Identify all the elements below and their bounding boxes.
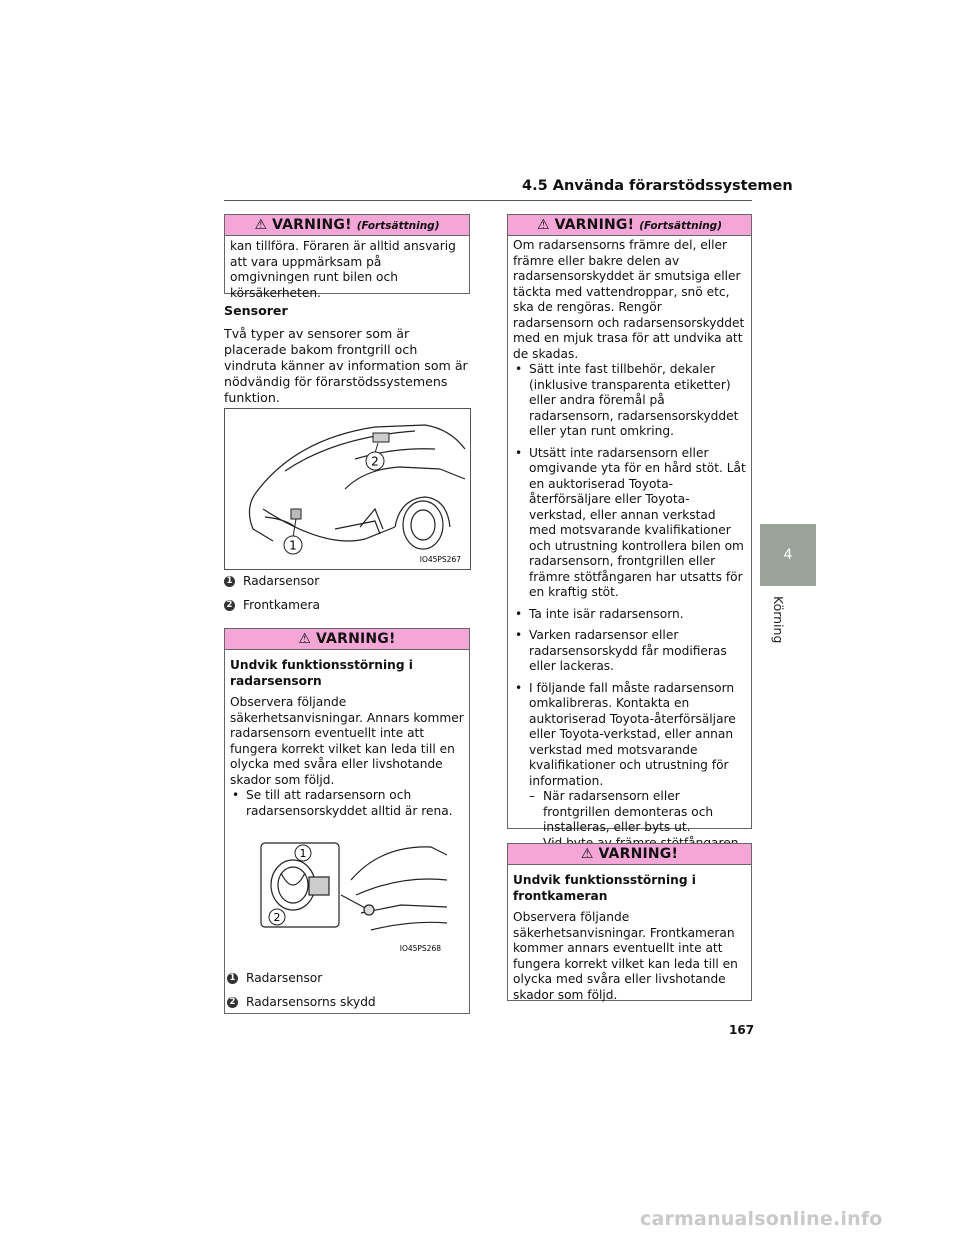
- bullet-text: Se till att radarsensorn och radarsensorskyddet alltid är rena.: [246, 788, 453, 818]
- warning-triangle-icon: ⚠: [298, 631, 311, 647]
- warning-continued-box-right: [507, 214, 752, 834]
- warning-intro: Om radarsensorns främre del, eller främre eller bakre delen av radarsensorskyddet är smutsiga eller täckta med vattendroppar, snö etc, ska de rengöras. Rengör radarsensorn och radarsensorskyddet med en mjuk trasa för att undvika att de skadas.: [513, 238, 745, 361]
- label-text: Radarsensor: [243, 574, 320, 588]
- sensors-text: Två typer av sensorer som är placerade bakom frontgrill och vindruta känner av information som är nödvändig för förarstödssystemens funktion.: [224, 326, 468, 405]
- warning-title: VARNING!: [598, 846, 679, 862]
- figure2-label-1: [227, 971, 322, 985]
- figure1-label-1: [224, 574, 319, 588]
- warning-title: VARNING!: [315, 631, 396, 647]
- bullet-text: Ta inte isär radarsensorn.: [529, 606, 684, 621]
- figure1-callout-1: 1: [289, 538, 297, 553]
- warning-radar-box: [224, 628, 470, 1014]
- page-header-title: 4.5 Använda förarstödssystemen: [522, 178, 793, 194]
- number-badge: 2: [224, 600, 235, 611]
- sensors-heading: Sensorer: [224, 303, 288, 318]
- warning-header: [225, 215, 469, 236]
- warning-header: [225, 629, 469, 650]
- warning-heading: Undvik funktionsstörning i radarsensorn: [230, 658, 413, 688]
- warning-bullet: • Ta inte isär radarsensorn.: [515, 606, 684, 621]
- warning-intro: Observera följande säkerhetsanvisningar. Annars kommer radarsensorn eventuellt inte att fungera korrekt vilket kan leda till en olycka med svåra eller livshotande skador som följd.: [230, 695, 464, 787]
- bullet-text: Utsätt inte radarsensorn eller omgivande yta för en hård stöt. Låt en auktoriserad Toyota-återförsäljare eller Toyota-verkstad, eller annan verkstad med motsvarande kvalifikationer och utrustning kontrollera bilen om radarsensorn, frontgrillen eller främre stötfångaren har utsatts för en kraftig stöt.: [529, 445, 746, 599]
- bullet-text: I följande fall måste radarsensorn omkalibreras. Kontakta en auktoriserad Toyota-återförsäljare eller Toyota-verkstad, eller annan verkstad med motsvarande kvalifikationer och utrustning för information.: [529, 680, 736, 788]
- label-text: Radarsensorns skydd: [246, 995, 376, 1009]
- warning-camera-box: [507, 843, 752, 1001]
- radar-illustration: [251, 835, 447, 957]
- figure2-code: IO45PS268: [399, 944, 441, 953]
- bullet-text: Sätt inte fast tillbehör, dekaler (inklusive transparenta etiketter) eller andra föremål på radarsensorn, radarsensorskyddet eller ytan runt omkring.: [529, 362, 739, 438]
- header-divider: [224, 200, 752, 201]
- warning-bullet: • Varken radarsensor eller radarsensorskydd får modifieras eller lackeras.: [515, 628, 727, 673]
- number-badge: 2: [227, 997, 238, 1008]
- dash-text: När radarsensorn eller frontgrillen demonteras och installeras, eller byts ut.: [543, 789, 714, 834]
- figure1-label-2: [224, 598, 320, 612]
- warning-bullet: • I följande fall måste radarsensorn omkalibreras. Kontakta en auktoriserad Toyota-återförsäljare eller Toyota-verkstad, eller annan verkstad med motsvarande kvalifikationer och utrustning för information.: [515, 680, 736, 788]
- warning-header: [508, 844, 751, 865]
- figure1-callout-2: 2: [371, 454, 379, 469]
- figure2-label-2: [227, 995, 376, 1009]
- number-badge: 1: [224, 576, 235, 587]
- warning-subtitle: (Fortsättning): [356, 220, 440, 232]
- warning-triangle-icon: ⚠: [254, 217, 268, 233]
- chapter-label: Körning: [771, 596, 786, 644]
- warning-triangle-icon: ⚠: [537, 217, 550, 233]
- bullet-text: Varken radarsensor eller radarsensorskydd får modifieras eller lackeras.: [529, 628, 727, 673]
- warning-bullet: • Utsätt inte radarsensorn eller omgivande yta för en hård stöt. Låt en auktoriserad Toyota-återförsäljare eller Toyota-verkstad, eller annan verkstad med motsvarande kvalifikationer och utrustning kontrollera bilen om radarsensorn, frontgrillen eller främre stötfångaren har utsatts för en kraftig stöt.: [515, 445, 746, 599]
- chapter-tab: 4: [760, 524, 816, 586]
- warning-bullet: • Se till att radarsensorn och radarsensorskyddet alltid är rena.: [232, 788, 453, 818]
- figure2-callout-2: 2: [273, 911, 281, 924]
- radar-sensor-figure: [251, 835, 447, 957]
- number-badge: 1: [227, 973, 238, 984]
- warning-title: VARNING!: [272, 217, 352, 233]
- warning-title: VARNING!: [554, 217, 635, 233]
- warning-header: [508, 215, 751, 236]
- warning-subtitle: (Fortsättning): [639, 220, 722, 232]
- warning-continued-box-left: [224, 214, 470, 300]
- watermark: carmanualsonline.info: [640, 1208, 883, 1230]
- warning-dash-item: – När radarsensorn eller frontgrillen demonteras och installeras, eller byts ut.: [529, 789, 714, 834]
- warning-bullet: • Sätt inte fast tillbehör, dekaler (inklusive transparenta etiketter) eller andra föremål på radarsensorn, radarsensorskyddet eller ytan runt omkring.: [515, 362, 739, 438]
- label-text: Frontkamera: [243, 598, 320, 612]
- car-illustration: [225, 409, 470, 569]
- warning-triangle-icon: ⚠: [580, 846, 594, 862]
- warning-text: Observera följande säkerhetsanvisningar. Frontkameran kommer annars eventuellt inte att fungera korrekt vilket kan leda till en olycka med svåra eller livshotande skador som följd.: [513, 910, 738, 1002]
- label-text: Radarsensor: [246, 971, 323, 985]
- warning-text: kan tillföra. Föraren är alltid ansvarig att vara uppmärksam på omgivningen runt bilen och körsäkerheten.: [230, 239, 456, 300]
- warning-heading: Undvik funktionsstörning i frontkameran: [513, 873, 696, 903]
- car-sensor-figure: [224, 408, 471, 570]
- figure2-callout-1: 1: [299, 847, 307, 860]
- page-number: 167: [729, 1023, 755, 1037]
- figure1-code: IO45PS267: [419, 555, 461, 564]
